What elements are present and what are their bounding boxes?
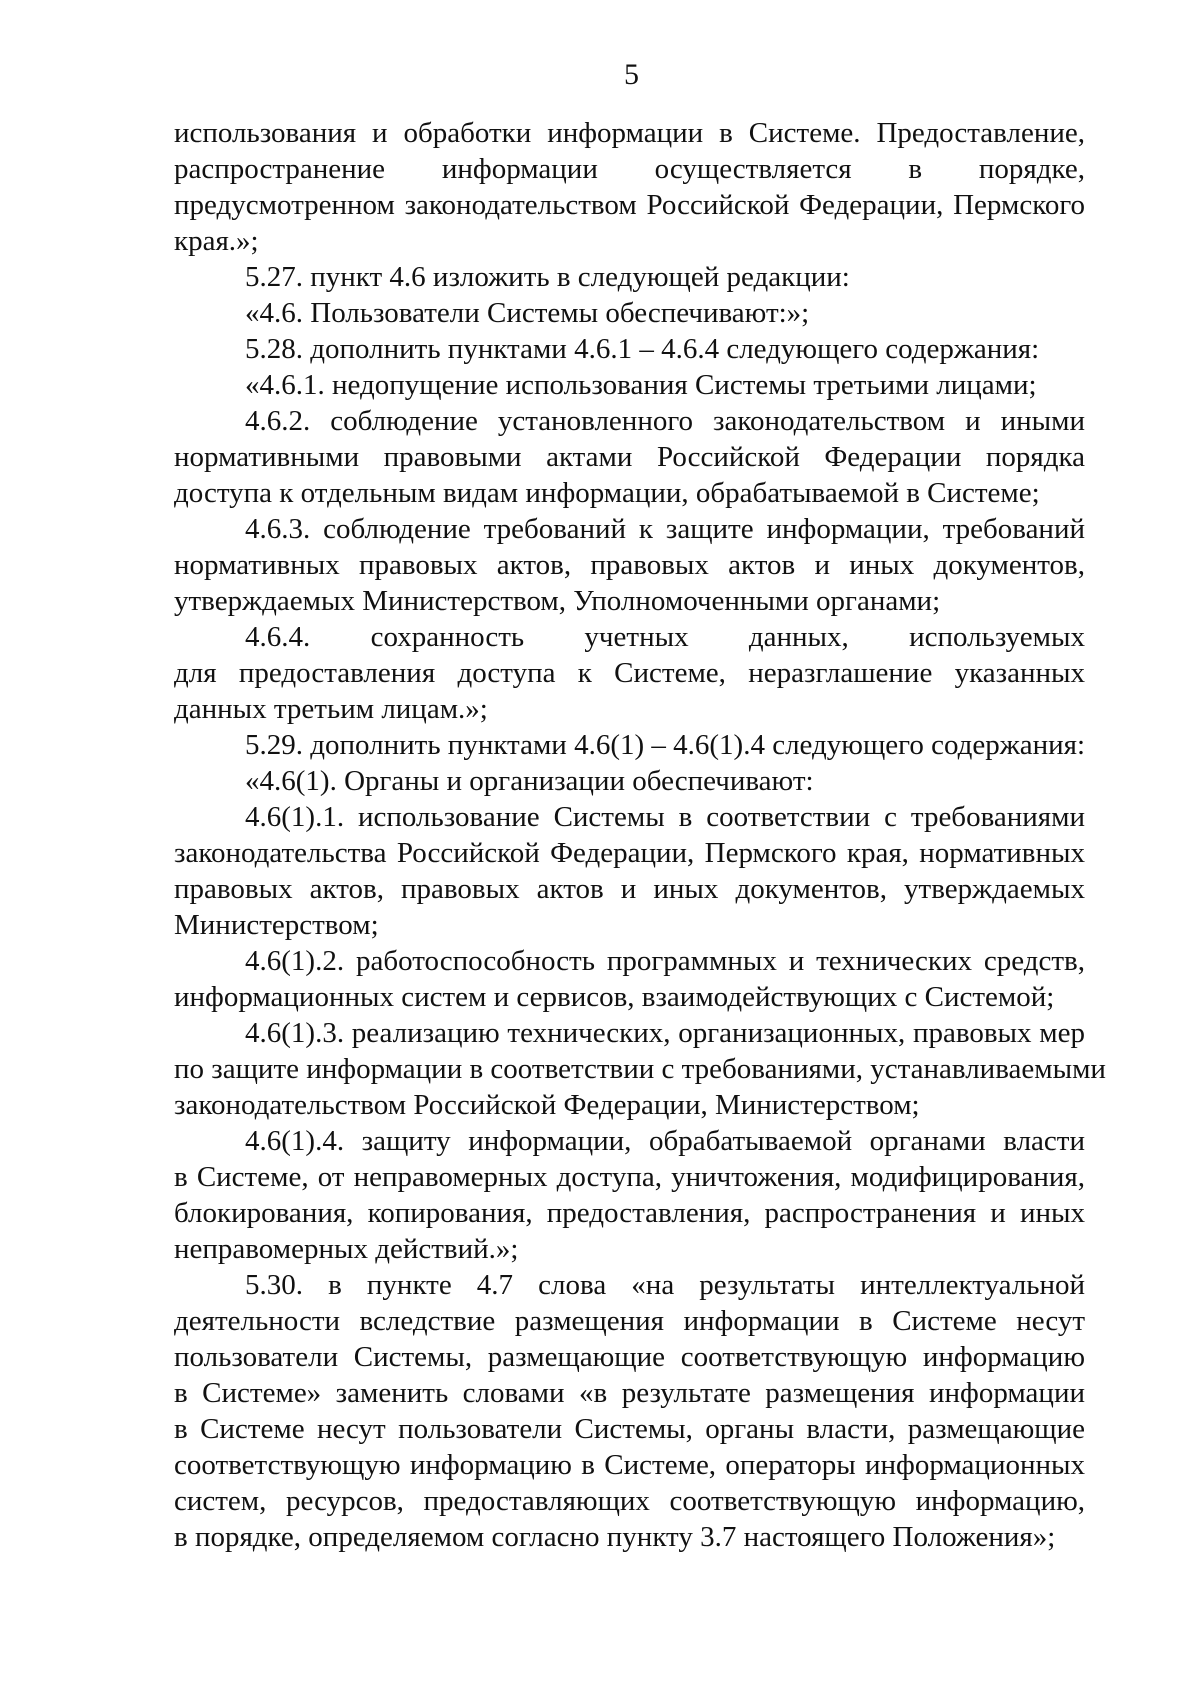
- text-line: 4.6.3. соблюдение требований к защите информации, требований: [245, 513, 1085, 545]
- text-line: систем, ресурсов, предоставляющих соответствующую информацию,: [174, 1485, 1085, 1517]
- text-line: нормативными правовыми актами Российской Федерации порядка: [174, 441, 1085, 473]
- text-line: использования и обработки информации в Системе. Предоставление,: [174, 117, 1085, 149]
- text-line: в Системе несут пользователи Системы, органы власти, размещающие: [174, 1413, 1085, 1445]
- text-line: законодательством Российской Федерации, Министерством;: [174, 1089, 920, 1121]
- text-line: 4.6.2. соблюдение установленного законодательством и иными: [245, 405, 1085, 437]
- text-line: информационных систем и сервисов, взаимодействующих с Системой;: [174, 981, 1055, 1013]
- text-line: 4.6(1).4. защиту информации, обрабатываемой органами власти: [245, 1125, 1085, 1157]
- text-line: «4.6(1). Органы и организации обеспечивают:: [245, 765, 814, 797]
- text-line: утверждаемых Министерством, Уполномоченными органами;: [174, 585, 941, 617]
- text-line: края.»;: [174, 225, 259, 257]
- document-body: [174, 115, 1106, 1555]
- text-line: в порядке, определяемом согласно пункту 3.7 настоящего Положения»;: [174, 1521, 1056, 1553]
- text-line: нормативных правовых актов, правовых актов и иных документов,: [174, 549, 1085, 581]
- text-line: Министерством;: [174, 909, 379, 941]
- text-line: в Системе» заменить словами «в результате размещения информации: [174, 1377, 1085, 1409]
- text-line: правовых актов, правовых актов и иных документов, утверждаемых: [174, 873, 1085, 905]
- text-line: 4.6(1).3. реализацию технических, организационных, правовых мер: [245, 1017, 1085, 1049]
- text-line: доступа к отдельным видам информации, обрабатываемой в Системе;: [174, 477, 1040, 509]
- text-line: 4.6.4. сохранность учетных данных, используемых: [245, 621, 1085, 653]
- text-line: 5.28. дополнить пунктами 4.6.1 – 4.6.4 следующего содержания:: [245, 333, 1040, 365]
- text-line: законодательства Российской Федерации, Пермского края, нормативных: [174, 837, 1085, 869]
- text-line: 5.30. в пункте 4.7 слова «на результаты интеллектуальной: [245, 1269, 1085, 1301]
- text-line: 4.6(1).2. работоспособность программных и технических средств,: [245, 945, 1085, 977]
- text-line: по защите информации в соответствии с требованиями, устанавливаемыми: [174, 1053, 1106, 1085]
- text-line: 5.29. дополнить пунктами 4.6(1) – 4.6(1).4 следующего содержания:: [245, 729, 1086, 761]
- text-line: для предоставления доступа к Системе, неразглашение указанных: [174, 657, 1085, 689]
- text-line: соответствующую информацию в Системе, операторы информационных: [174, 1449, 1085, 1481]
- text-line: «4.6.1. недопущение использования Системы третьими лицами;: [245, 369, 1037, 401]
- text-line: блокирования, копирования, предоставления, распространения и иных: [174, 1197, 1085, 1229]
- text-line: пользователи Системы, размещающие соответствующую информацию: [174, 1341, 1085, 1373]
- text-line: деятельности вследствие размещения информации в Системе несут: [174, 1305, 1085, 1337]
- text-line: 5.27. пункт 4.6 изложить в следующей редакции:: [245, 261, 850, 293]
- text-line: данных третьим лицам.»;: [174, 693, 488, 725]
- text-line: неправомерных действий.»;: [174, 1233, 519, 1265]
- text-line: распространение информации осуществляется в порядке,: [174, 153, 1085, 185]
- text-line: предусмотренном законодательством Российской Федерации, Пермского: [174, 189, 1085, 221]
- page-number: 5: [624, 58, 639, 91]
- text-line: «4.6. Пользователи Системы обеспечивают:»;: [245, 297, 810, 329]
- text-line: в Системе, от неправомерных доступа, уничтожения, модифицирования,: [174, 1161, 1085, 1193]
- text-line: 4.6(1).1. использование Системы в соответствии с требованиями: [245, 801, 1085, 833]
